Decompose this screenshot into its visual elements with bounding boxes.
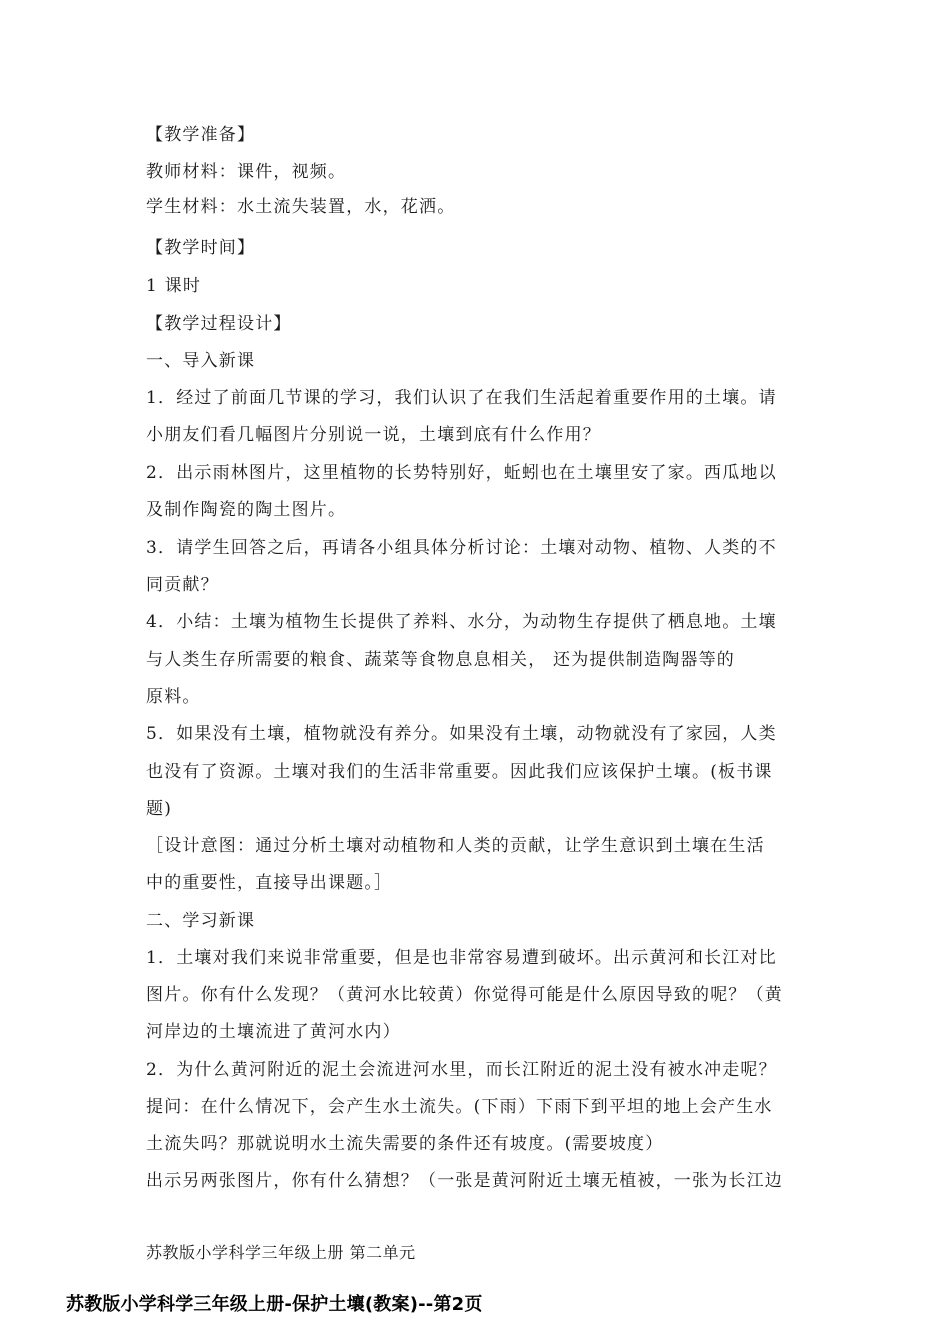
text-line: 1 课时 — [146, 276, 202, 296]
text-line: 5．如果没有土壤，植物就没有养分。如果没有土壤，动物就没有了家园，人类 — [146, 724, 777, 744]
text-line: 图片。你有什么发现？（黄河水比较黄）你觉得可能是什么原因导致的呢？（黄 — [146, 985, 783, 1005]
text-line: 也没有了资源。土壤对我们的生活非常重要。因此我们应该保护土壤。(板书课 — [146, 762, 773, 782]
text-line: 土流失吗？那就说明水土流失需要的条件还有坡度。(需要坡度） — [146, 1134, 664, 1154]
subsection-heading: 二、学习新课 — [146, 911, 256, 931]
text-line: 同贡献？ — [146, 575, 219, 595]
text-line: 学生材料：水土流失装置，水，花洒。 — [146, 197, 456, 217]
text-line: 提问：在什么情况下，会产生水土流失。(下雨）下雨下到平坦的地上会产生水 — [146, 1097, 773, 1117]
page-footer: 苏教版小学科学三年级上册 第二单元 — [146, 1243, 416, 1262]
text-line: 及制作陶瓷的陶土图片。 — [146, 500, 347, 520]
text-line: 与人类生存所需要的粮食、蔬菜等食物息息相关， 还为提供制造陶器等的 — [146, 650, 736, 670]
design-intent-line: ［设计意图：通过分析土壤对动植物和人类的贡献，让学生意识到土壤在生活 — [146, 836, 765, 856]
text-line: 河岸边的土壤流进了黄河水内） — [146, 1022, 401, 1042]
document-title: 苏教版小学科学三年级上册-保护土壤(教案)--第2页 — [66, 1294, 483, 1315]
text-line: 3．请学生回答之后，再请各小组具体分析讨论：土壤对动物、植物、人类的不 — [146, 538, 777, 558]
section-heading-process: 【教学过程设计】 — [146, 314, 292, 334]
text-line: 原料。 — [146, 687, 201, 707]
text-line: 教师材料：课件，视频。 — [146, 162, 347, 182]
text-line: 小朋友们看几幅图片分别说一说，土壤到底有什么作用？ — [146, 425, 601, 445]
text-line: 1．经过了前面几节课的学习，我们认识了在我们生活起着重要作用的土壤。请 — [146, 388, 777, 408]
text-line: 2．出示雨林图片，这里植物的长势特别好，蚯蚓也在土壤里安了家。西瓜地以 — [146, 463, 777, 483]
text-line: 题) — [146, 799, 173, 819]
subsection-heading: 一、导入新课 — [146, 351, 256, 371]
text-line: 4．小结：土壤为植物生长提供了养料、水分，为动物生存提供了栖息地。土壤 — [146, 612, 777, 632]
text-line: 2．为什么黄河附近的泥土会流进河水里，而长江附近的泥土没有被水冲走呢？ — [146, 1060, 777, 1080]
section-heading-preparation: 【教学准备】 — [146, 125, 256, 145]
text-line: 出示另两张图片，你有什么猜想？（一张是黄河附近土壤无植被，一张为长江边 — [146, 1171, 783, 1191]
section-heading-time: 【教学时间】 — [146, 238, 256, 258]
text-line: 1．土壤对我们来说非常重要，但是也非常容易遭到破坏。出示黄河和长江对比 — [146, 948, 777, 968]
design-intent-line: 中的重要性，直接导出课题。］ — [146, 873, 393, 893]
